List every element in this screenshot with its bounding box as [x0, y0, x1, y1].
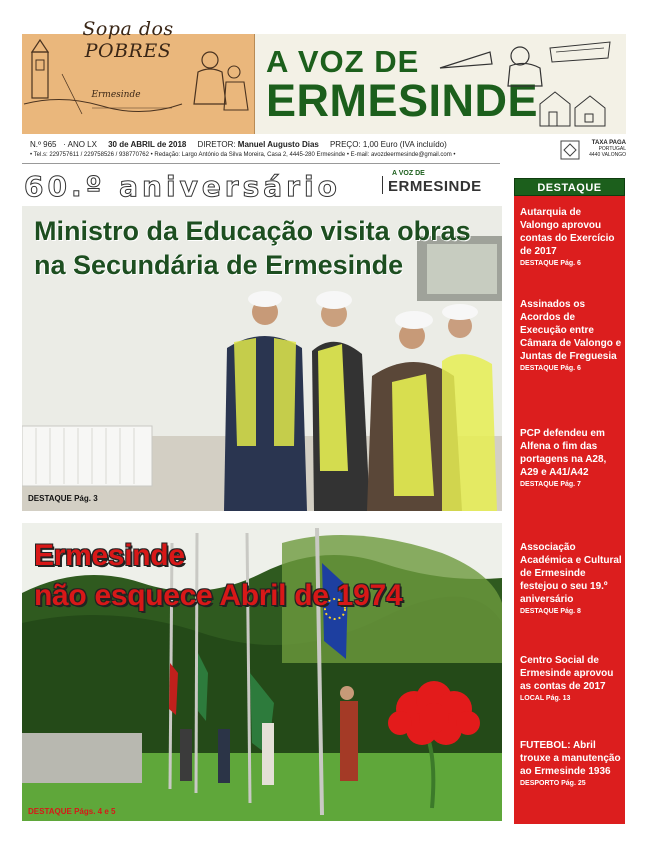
supplement-subtitle: Ermesinde	[91, 90, 141, 100]
contacts-line: • Tel.s: 229757611 / 229758526 / 938770762 • Redação: Largo António da Silva Moreira, Casa 2, 4445-280 Ermesinde • E-mail: avozdeermesinde@gmail.com •	[30, 152, 456, 158]
supplement-title-line1: Sopa dos	[82, 18, 174, 40]
sidebar-item-title: PCP defendeu em Alfena o fim das portagens na A28, A29 e A41/A42	[520, 428, 607, 478]
sidebar-item-title: Autarquia de Valongo aprovou contas do Exercício de 2017	[520, 207, 615, 257]
banner-logo: ERMESINDE	[388, 178, 482, 195]
sidebar-item-title: FUTEBOL: Abril trouxe a manutenção ao Ermesinde 1936	[520, 740, 621, 777]
divider	[22, 163, 500, 164]
director-name: Manuel Augusto Dias	[237, 140, 319, 149]
supplement-title-line2: POBRES	[84, 40, 172, 62]
second-headline[interactable]	[34, 536, 504, 616]
issue-number: N.º 965	[30, 140, 57, 149]
sidebar-item-futebol[interactable]	[520, 739, 622, 787]
price-label: PREÇO:	[329, 140, 361, 149]
sidebar-item-title: Assinados os Acordos de Execução entre Câmara de Valongo e Juntas de Freguesia	[520, 299, 622, 362]
sidebar-header: DESTAQUE	[514, 178, 625, 196]
second-page-reference: DESTAQUE Págs. 4 e 5	[28, 807, 116, 816]
lead-headline[interactable]: Ministro da Educação visita obras na Secundária de Ermesinde	[34, 216, 471, 280]
issue-date: 30 de ABRIL de 2018	[108, 140, 187, 149]
second-headline-line2: não esquece Abril de 1974	[34, 579, 403, 612]
director-label: DIRETOR:	[197, 140, 236, 149]
houses-illustration	[535, 82, 620, 127]
highlights-sidebar	[514, 178, 625, 824]
price-value: 1,00 Euro (IVA incluído)	[362, 140, 447, 149]
sidebar-item-title: Centro Social de Ermesinde aprovou as contas de 2017	[520, 655, 614, 692]
sidebar-item-section: DESTAQUE Pág. 7	[520, 481, 581, 488]
sidebar-item-section: DESTAQUE Pág. 6	[520, 365, 581, 372]
postal-emblem-icon	[560, 140, 580, 160]
sidebar-item-centro-social[interactable]	[520, 654, 622, 702]
issue-year: · ANO LX	[63, 140, 97, 149]
newspaper-title-top: A VOZ DE	[266, 44, 420, 79]
sidebar-item-section: DESTAQUE Pág. 8	[520, 608, 581, 615]
sidebar-item-section: DESTAQUE Pág. 6	[520, 260, 581, 267]
sidebar-item-title: Associação Académica e Cultural de Ermesinde festejou o seu 19.º aniversário	[520, 542, 622, 605]
town-crier-illustration	[430, 38, 620, 88]
postage-country: PORTUGAL	[598, 146, 626, 152]
supplement-title	[68, 18, 188, 62]
sidebar-item-section: DESPORTO Pág. 25	[520, 780, 586, 787]
sidebar-item-contas-autarquia[interactable]	[520, 206, 622, 267]
sidebar-item-pcp-portagens[interactable]	[520, 427, 622, 488]
sidebar-item-associacao-academica[interactable]	[520, 541, 622, 615]
newspaper-title: ERMESINDE	[266, 75, 539, 126]
anniversary-banner: 60.º aniversário	[24, 170, 341, 203]
second-headline-line1: Ermesinde	[34, 539, 185, 572]
banner-divider	[382, 176, 383, 194]
postage-place: 4440 VALONGO	[589, 152, 626, 158]
postage-paid-label: TAXA PAGA	[591, 140, 626, 146]
sidebar-item-section: LOCAL Pág. 13	[520, 695, 571, 702]
sidebar-item-acordos-execucao[interactable]	[520, 298, 622, 372]
banner-logo-small: A VOZ DE	[392, 170, 425, 177]
lead-page-reference: DESTAQUE Pág. 3	[28, 494, 98, 503]
issue-info-line	[30, 140, 500, 149]
postage-paid-stamp	[582, 140, 626, 158]
